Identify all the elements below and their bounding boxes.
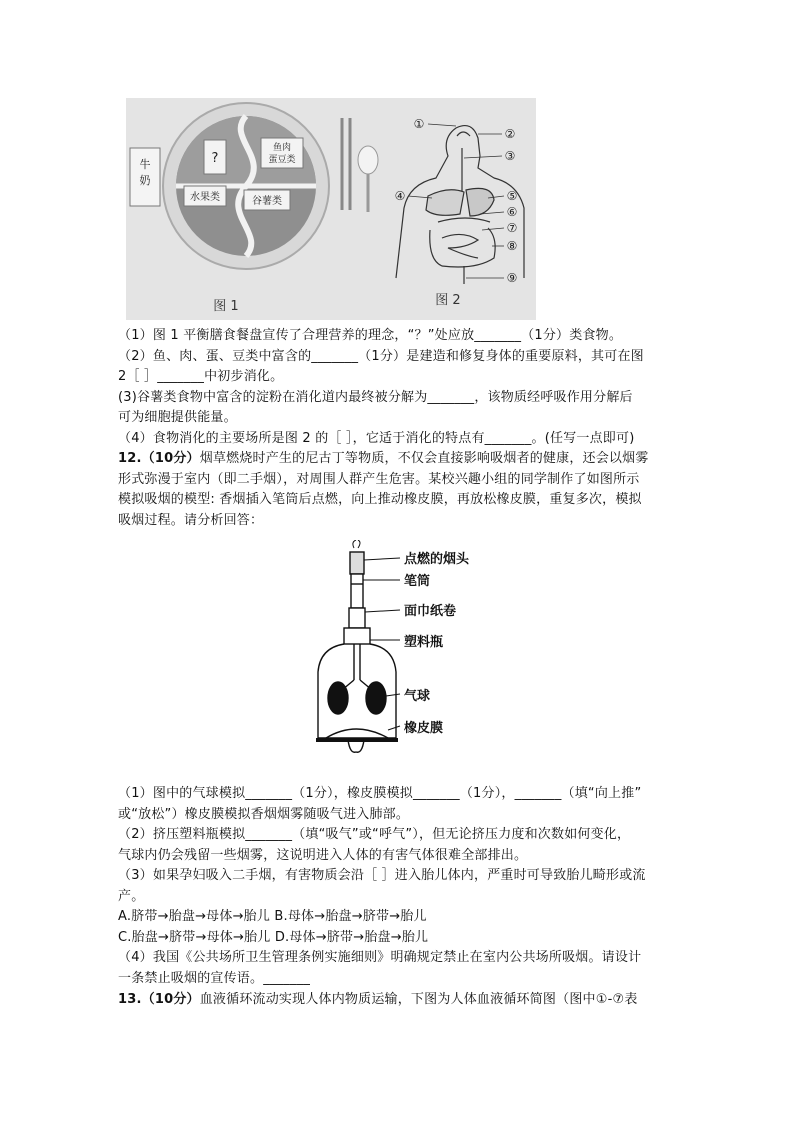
label-4: ④ [394, 189, 406, 203]
q11-line: （1）图 1 平衡膳食餐盘宣传了合理营养的理念，“？”处应放_______（1分）类食物。 [118, 328, 623, 343]
q11-line: （4）食物消化的主要场所是图 2 的［ ］，它适于消化的特点有_______。(任写一点即可) [118, 430, 635, 446]
q12-line: 或“放松”）橡皮膜模拟香烟烟雾随吸气进入肺部。 [118, 806, 410, 822]
q12-option-line: C.胎盘→脐带→母体→胎儿 D.母体→脐带→胎盘→胎儿 [118, 929, 429, 945]
label-9: ⑨ [506, 271, 518, 285]
plate-fish-meat-1: 鱼肉 [272, 143, 292, 153]
q13-text: 血液循环流动实现人体内物质运输，下图为人体血液循环简图（图中①-⑦表 [199, 992, 638, 1007]
label-lit-cigarette: 点燃的烟头 [404, 552, 470, 567]
chopsticks-and-spoon [342, 118, 378, 212]
q12-number: 12. [118, 451, 142, 466]
q12-first-line [118, 449, 684, 470]
balanced-diet-plate [163, 103, 329, 269]
figure-diet-and-digestion-svg [126, 98, 536, 320]
q13-score: （10分） [141, 992, 200, 1007]
label-tissue-roll: 面巾纸卷 [404, 604, 457, 619]
plate-grain: 谷薯类 [252, 196, 282, 207]
label-1: ① [413, 117, 425, 131]
q12-score: （10分） [141, 451, 200, 466]
milk-carton [130, 148, 160, 206]
q11-line: （2）鱼、肉、蛋、豆类中富含的_______（1分）是建造和修复身体的重要原料，其可在图 [118, 348, 644, 364]
q12-line: （1）图中的气球模拟_______（1分），橡皮膜模拟_______（1分），_______（填“向上推” [118, 786, 642, 801]
label-5: ⑤ [506, 189, 518, 203]
plate-unknown: ? [211, 151, 219, 166]
q12-line: （2）挤压塑料瓶模拟_______（填“吸气”或“呼气”），但无论挤压力度和次数如何变化， [118, 827, 631, 842]
q11-line: 可为细胞提供能量。 [118, 410, 237, 425]
q12-line: （4）我国《公共场所卫生管理条例实施细则》明确规定禁止在室内公共场所吸烟。请设计 [118, 950, 642, 965]
milk-label-2: 奶 [139, 174, 151, 187]
q13-block [118, 990, 684, 1011]
q12-intro-rest: 烟草燃烧时产生的尼古丁等物质，不仅会直接影响吸烟者的健康，还会以烟雾 [199, 451, 649, 466]
smoking-model-labels [404, 551, 470, 736]
label-8: ⑧ [506, 239, 518, 253]
fig1-caption: 图 1 [213, 299, 239, 314]
q12-line: 气球内仍会残留一些烟雾，这说明进入人体的有害气体很难全部排出。 [118, 847, 528, 863]
figure-smoking-model-svg [296, 540, 496, 780]
q12-intro-block [118, 449, 684, 531]
label-2: ② [504, 127, 516, 141]
figure-diet-and-digestion [126, 98, 536, 320]
label-plastic-bottle: 塑料瓶 [404, 635, 444, 650]
label-6: ⑥ [506, 205, 518, 219]
q12-intro-line: 模拟吸烟的模型: 香烟插入笔筒后点燃，向上推动橡皮膜，再放松橡皮膜，重复多次，模拟 [118, 492, 642, 507]
plate-fish-meat-2: 蛋豆类 [268, 155, 296, 165]
q12-questions-block [118, 784, 684, 989]
milk-label-1: 牛 [139, 158, 151, 171]
label-pen-holder: 笔筒 [404, 574, 431, 589]
smoking-model-drawing [316, 540, 398, 752]
label-balloon: 气球 [404, 689, 431, 704]
q12-line: 一条禁止吸烟的宣传语。_______ [118, 970, 311, 986]
label-3: ③ [504, 149, 516, 163]
plate-fruit-veg: 水果类 [190, 192, 220, 203]
figure-smoking-model [296, 540, 496, 780]
q13-number: 13. [118, 992, 142, 1007]
q11-block [118, 326, 684, 449]
q12-line: （3）如果孕妇吸入二手烟，有害物质会沿［ ］进入胎儿体内，严重时可导致胎儿畸形或流 [118, 868, 646, 883]
q12-option-line: A.脐带→胎盘→母体→胎儿 B.母体→胎盘→脐带→胎儿 [118, 909, 427, 924]
q11-line: 2［ ］_______中初步消化。 [118, 369, 284, 384]
q12-line: 产。 [118, 888, 145, 904]
q12-intro-line: 形式弥漫于室内（即二手烟），对周围人群产生危害。某校兴趣小组的同学制作了如图所示 [118, 471, 640, 487]
q11-line: (3)谷薯类食物中富含的淀粉在消化道内最终被分解为_______，该物质经呼吸作用分解后 [118, 389, 633, 405]
label-7: ⑦ [506, 221, 518, 235]
fig2-caption: 图 2 [435, 293, 461, 308]
q13-line [118, 990, 684, 1011]
q12-intro-line: 吸烟过程。请分析回答： [118, 512, 264, 528]
label-rubber-membrane: 橡皮膜 [404, 721, 444, 736]
